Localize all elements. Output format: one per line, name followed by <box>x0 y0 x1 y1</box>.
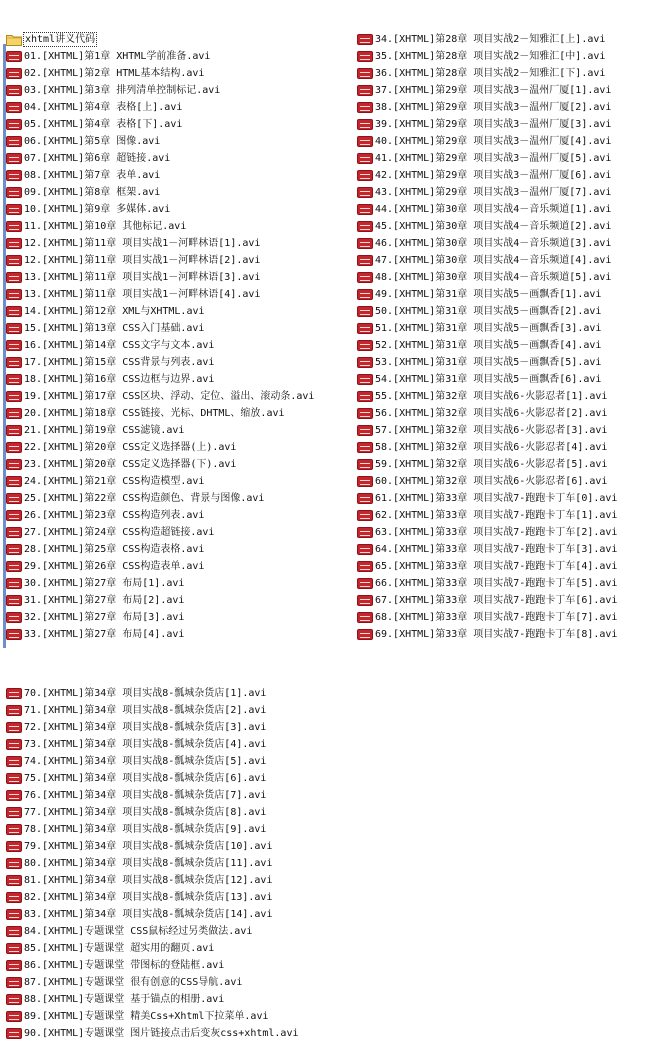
file-name: 34.[XHTML]第28章 项目实战2－知雅汇[上].avi <box>375 34 606 45</box>
avi-file-icon <box>357 323 373 334</box>
file-name: 28.[XHTML]第25章 CSS构造表格.avi <box>24 544 205 555</box>
file-name: 04.[XHTML]第4章 表格[上].avi <box>24 102 183 113</box>
file-item[interactable] <box>357 65 650 82</box>
file-item[interactable] <box>6 838 650 855</box>
file-item[interactable] <box>357 116 650 133</box>
avi-file-icon <box>357 34 373 45</box>
file-item[interactable] <box>357 184 650 201</box>
avi-file-icon <box>6 688 22 699</box>
file-item[interactable] <box>6 354 354 371</box>
file-item[interactable] <box>6 804 650 821</box>
file-name: 12.[XHTML]第11章 项目实战1－河畔林语[2].avi <box>24 255 261 266</box>
file-name: 10.[XHTML]第9章 多媒体.avi <box>24 204 171 215</box>
file-name: 38.[XHTML]第29章 项目实战3－温州厂厦[2].avi <box>375 102 612 113</box>
file-item[interactable] <box>357 388 650 405</box>
file-list-right-column <box>357 31 650 643</box>
file-name: 02.[XHTML]第2章 HTML基本结构.avi <box>24 68 205 79</box>
file-name: 27.[XHTML]第24章 CSS构造超链接.avi <box>24 527 215 538</box>
file-item[interactable] <box>357 626 650 643</box>
avi-file-icon <box>6 875 22 886</box>
file-item[interactable] <box>6 558 354 575</box>
file-item[interactable] <box>6 940 650 957</box>
file-item[interactable] <box>6 405 354 422</box>
file-name: 13.[XHTML]第11章 项目实战1－河畔林语[3].avi <box>24 272 261 283</box>
file-name: 56.[XHTML]第32章 项目实战6-火影忍者[2].avi <box>375 408 608 419</box>
avi-file-icon <box>357 255 373 266</box>
avi-file-icon <box>6 960 22 971</box>
avi-file-icon <box>357 51 373 62</box>
avi-file-icon <box>6 357 22 368</box>
file-name: 71.[XHTML]第34章 项目实战8-瓢城杂货店[2].avi <box>24 705 267 716</box>
file-name: 74.[XHTML]第34章 项目实战8-瓢城杂货店[5].avi <box>24 756 267 767</box>
avi-file-icon <box>6 221 22 232</box>
file-name: 07.[XHTML]第6章 超链接.avi <box>24 153 171 164</box>
avi-file-icon <box>6 323 22 334</box>
file-item[interactable] <box>357 524 650 541</box>
file-name: 85.[XHTML]专题课堂 超实用的翻页.avi <box>24 943 215 954</box>
file-item[interactable] <box>6 923 650 940</box>
file-item[interactable] <box>357 371 650 388</box>
file-item[interactable] <box>6 889 650 906</box>
file-name: 77.[XHTML]第34章 项目实战8-瓢城杂货店[8].avi <box>24 807 267 818</box>
file-name: 16.[XHTML]第14章 CSS文字与文本.avi <box>24 340 215 351</box>
file-name: 67.[XHTML]第33章 项目实战7-跑跑卡丁车[6].avi <box>375 595 618 606</box>
avi-file-icon <box>6 629 22 640</box>
avi-file-icon <box>357 408 373 419</box>
file-name: 41.[XHTML]第29章 项目实战3－温州厂厦[5].avi <box>375 153 612 164</box>
avi-file-icon <box>357 102 373 113</box>
file-item[interactable] <box>6 736 650 753</box>
file-name: 75.[XHTML]第34章 项目实战8-瓢城杂货店[6].avi <box>24 773 267 784</box>
file-name: 33.[XHTML]第27章 布局[4].avi <box>24 629 185 640</box>
file-item[interactable] <box>357 303 650 320</box>
avi-file-icon <box>357 119 373 130</box>
file-item[interactable] <box>357 99 650 116</box>
avi-file-icon <box>357 493 373 504</box>
avi-file-icon <box>6 68 22 79</box>
avi-file-icon <box>6 943 22 954</box>
folder-name: xhtml讲义代码 <box>25 34 96 45</box>
avi-file-icon <box>6 272 22 283</box>
file-item[interactable] <box>357 456 650 473</box>
avi-file-icon <box>6 238 22 249</box>
file-name: 47.[XHTML]第30章 项目实战4－音乐频道[4].avi <box>375 255 612 266</box>
avi-file-icon <box>357 289 373 300</box>
avi-file-icon <box>357 476 373 487</box>
file-name: 57.[XHTML]第32章 项目实战6-火影忍者[3].avi <box>375 425 608 436</box>
file-item[interactable] <box>357 422 650 439</box>
file-name: 52.[XHTML]第31章 项目实战5－画飘香[4].avi <box>375 340 602 351</box>
folder-icon <box>6 34 22 46</box>
avi-file-icon <box>6 1028 22 1039</box>
avi-file-icon <box>6 527 22 538</box>
avi-file-icon <box>6 255 22 266</box>
file-item[interactable] <box>6 133 354 150</box>
file-item[interactable] <box>6 1008 650 1025</box>
file-name: 44.[XHTML]第30章 项目实战4－音乐频道[1].avi <box>375 204 612 215</box>
file-name: 13.[XHTML]第11章 项目实战1－河畔林语[4].avi <box>24 289 261 300</box>
avi-file-icon <box>357 612 373 623</box>
file-item[interactable] <box>357 235 650 252</box>
file-name: 14.[XHTML]第12章 XML与XHTML.avi <box>24 306 205 317</box>
file-name: 83.[XHTML]第34章 项目实战8-瓢城杂货店[14].avi <box>24 909 273 920</box>
file-name: 39.[XHTML]第29章 项目实战3－温州厂厦[3].avi <box>375 119 612 130</box>
file-name: 80.[XHTML]第34章 项目实战8-瓢城杂货店[11].avi <box>24 858 273 869</box>
file-item[interactable] <box>6 473 354 490</box>
file-item[interactable] <box>357 252 650 269</box>
avi-file-icon <box>6 204 22 215</box>
avi-file-icon <box>6 926 22 937</box>
file-item[interactable] <box>6 821 650 838</box>
file-name: 25.[XHTML]第22章 CSS构造颜色、背景与图像.avi <box>24 493 265 504</box>
file-item[interactable] <box>6 82 354 99</box>
avi-file-icon <box>6 493 22 504</box>
file-name: 32.[XHTML]第27章 布局[3].avi <box>24 612 185 623</box>
file-item[interactable] <box>6 991 650 1008</box>
avi-file-icon <box>6 102 22 113</box>
file-item[interactable] <box>6 592 354 609</box>
file-item[interactable] <box>6 974 650 991</box>
file-name: 03.[XHTML]第3章 排列清单控制标记.avi <box>24 85 221 96</box>
file-item[interactable] <box>6 184 354 201</box>
file-name: 17.[XHTML]第15章 CSS背景与列表.avi <box>24 357 215 368</box>
avi-file-icon <box>6 119 22 130</box>
file-name: 15.[XHTML]第13章 CSS入门基础.avi <box>24 323 205 334</box>
file-item[interactable] <box>6 303 354 320</box>
file-item[interactable] <box>6 235 354 252</box>
avi-file-icon <box>6 51 22 62</box>
file-item[interactable] <box>6 719 650 736</box>
file-name: 73.[XHTML]第34章 项目实战8-瓢城杂货店[4].avi <box>24 739 267 750</box>
avi-file-icon <box>6 476 22 487</box>
file-item[interactable] <box>357 133 650 150</box>
avi-file-icon <box>357 340 373 351</box>
file-item[interactable] <box>357 541 650 558</box>
avi-file-icon <box>6 306 22 317</box>
file-item[interactable] <box>6 218 354 235</box>
file-name: 50.[XHTML]第31章 项目实战5－画飘香[2].avi <box>375 306 602 317</box>
file-name: 37.[XHTML]第29章 项目实战3－温州厂厦[1].avi <box>375 85 612 96</box>
file-name: 06.[XHTML]第5章 图像.avi <box>24 136 161 147</box>
file-item[interactable] <box>6 65 354 82</box>
file-name: 18.[XHTML]第16章 CSS边框与边界.avi <box>24 374 215 385</box>
file-item[interactable] <box>357 269 650 286</box>
file-name: 78.[XHTML]第34章 项目实战8-瓢城杂货店[9].avi <box>24 824 267 835</box>
avi-file-icon <box>357 595 373 606</box>
file-name: 48.[XHTML]第30章 项目实战4－音乐频道[5].avi <box>375 272 612 283</box>
file-name: 88.[XHTML]专题课堂 基于锚点的相册.avi <box>24 994 225 1005</box>
avi-file-icon <box>6 510 22 521</box>
file-name: 26.[XHTML]第23章 CSS构造列表.avi <box>24 510 205 521</box>
file-item[interactable] <box>357 439 650 456</box>
file-item[interactable] <box>357 405 650 422</box>
file-name: 81.[XHTML]第34章 项目实战8-瓢城杂货店[12].avi <box>24 875 273 886</box>
file-item[interactable] <box>6 787 650 804</box>
file-list-bottom-section <box>6 685 650 1042</box>
file-item[interactable] <box>6 116 354 133</box>
file-name: 45.[XHTML]第30章 项目实战4－音乐频道[2].avi <box>375 221 612 232</box>
avi-file-icon <box>6 408 22 419</box>
file-item[interactable] <box>6 685 650 702</box>
avi-file-icon <box>6 994 22 1005</box>
file-name: 54.[XHTML]第31章 项目实战5－画飘香[6].avi <box>375 374 602 385</box>
file-item[interactable] <box>6 252 354 269</box>
file-name: 90.[XHTML]专题课堂 图片链接点击后变灰css+xhtml.avi <box>24 1028 299 1039</box>
file-item[interactable] <box>6 422 354 439</box>
file-item[interactable] <box>357 167 650 184</box>
file-item[interactable] <box>357 82 650 99</box>
file-name: 70.[XHTML]第34章 项目实战8-瓢城杂货店[1].avi <box>24 688 267 699</box>
avi-file-icon <box>6 977 22 988</box>
file-name: 05.[XHTML]第4章 表格[下].avi <box>24 119 183 130</box>
file-item[interactable] <box>6 524 354 541</box>
folder-item[interactable] <box>6 31 97 48</box>
file-item[interactable] <box>6 770 650 787</box>
file-item[interactable] <box>6 150 354 167</box>
file-item[interactable] <box>357 320 650 337</box>
file-name: 84.[XHTML]专题课堂 CSS鼠标经过另类做法.avi <box>24 926 253 937</box>
avi-file-icon <box>6 561 22 572</box>
avi-file-icon <box>6 595 22 606</box>
file-item[interactable] <box>6 286 354 303</box>
file-item[interactable] <box>6 99 354 116</box>
file-name: 22.[XHTML]第20章 CSS定义选择器(上).avi <box>24 442 237 453</box>
file-item[interactable] <box>357 558 650 575</box>
avi-file-icon <box>357 561 373 572</box>
file-name: 58.[XHTML]第32章 项目实战6-火影忍者[4].avi <box>375 442 608 453</box>
file-name: 60.[XHTML]第32章 项目实战6-火影忍者[6].avi <box>375 476 608 487</box>
file-item[interactable] <box>357 150 650 167</box>
file-name: 31.[XHTML]第27章 布局[2].avi <box>24 595 185 606</box>
file-item[interactable] <box>357 592 650 609</box>
file-name: 49.[XHTML]第31章 项目实战5－画飘香[1].avi <box>375 289 602 300</box>
avi-file-icon <box>357 442 373 453</box>
avi-file-icon <box>6 187 22 198</box>
file-name: 20.[XHTML]第18章 CSS链接、光标、DHTML、缩放.avi <box>24 408 285 419</box>
file-item[interactable] <box>6 269 354 286</box>
avi-file-icon <box>357 204 373 215</box>
avi-file-icon <box>6 85 22 96</box>
file-item[interactable] <box>6 371 354 388</box>
file-name: 69.[XHTML]第33章 项目实战7-跑跑卡丁车[8].avi <box>375 629 618 640</box>
avi-file-icon <box>6 841 22 852</box>
file-name: 21.[XHTML]第19章 CSS滤镜.avi <box>24 425 185 436</box>
avi-file-icon <box>357 272 373 283</box>
avi-file-icon <box>6 824 22 835</box>
file-item[interactable] <box>6 626 354 643</box>
file-item[interactable] <box>6 1025 650 1042</box>
file-name: 23.[XHTML]第20章 CSS定义选择器(下).avi <box>24 459 237 470</box>
avi-file-icon <box>357 170 373 181</box>
file-name: 87.[XHTML]专题课堂 很有创意的CSS导航.avi <box>24 977 243 988</box>
file-item[interactable] <box>6 201 354 218</box>
file-item[interactable] <box>6 702 650 719</box>
avi-file-icon <box>357 221 373 232</box>
avi-file-icon <box>6 807 22 818</box>
avi-file-icon <box>357 391 373 402</box>
file-item[interactable] <box>6 855 650 872</box>
avi-file-icon <box>357 85 373 96</box>
file-item[interactable] <box>357 286 650 303</box>
file-name: 08.[XHTML]第7章 表单.avi <box>24 170 161 181</box>
avi-file-icon <box>357 357 373 368</box>
file-name: 46.[XHTML]第30章 项目实战4－音乐频道[3].avi <box>375 238 612 249</box>
avi-file-icon <box>6 442 22 453</box>
avi-file-icon <box>357 153 373 164</box>
file-item[interactable] <box>6 872 650 889</box>
avi-file-icon <box>357 136 373 147</box>
avi-file-icon <box>6 773 22 784</box>
file-name: 62.[XHTML]第33章 项目实战7-跑跑卡丁车[1].avi <box>375 510 618 521</box>
avi-file-icon <box>357 459 373 470</box>
avi-file-icon <box>357 68 373 79</box>
avi-file-icon <box>6 374 22 385</box>
file-name: 35.[XHTML]第28章 项目实战2－知雅汇[中].avi <box>375 51 606 62</box>
file-name: 72.[XHTML]第34章 项目实战8-瓢城杂货店[3].avi <box>24 722 267 733</box>
file-name: 76.[XHTML]第34章 项目实战8-瓢城杂货店[7].avi <box>24 790 267 801</box>
avi-file-icon <box>6 459 22 470</box>
file-item[interactable] <box>357 473 650 490</box>
file-item[interactable] <box>6 541 354 558</box>
file-name: 82.[XHTML]第34章 项目实战8-瓢城杂货店[13].avi <box>24 892 273 903</box>
avi-file-icon <box>6 739 22 750</box>
avi-file-icon <box>357 527 373 538</box>
avi-file-icon <box>6 892 22 903</box>
file-name: 55.[XHTML]第32章 项目实战6-火影忍者[1].avi <box>375 391 608 402</box>
file-name: 86.[XHTML]专题课堂 带图标的登陆框.avi <box>24 960 225 971</box>
avi-file-icon <box>6 909 22 920</box>
avi-file-icon <box>6 722 22 733</box>
file-item[interactable] <box>357 31 650 48</box>
avi-file-icon <box>357 425 373 436</box>
avi-file-icon <box>6 153 22 164</box>
avi-file-icon <box>357 510 373 521</box>
file-name: 24.[XHTML]第21章 CSS构造模型.avi <box>24 476 205 487</box>
file-item[interactable] <box>6 388 354 405</box>
file-item[interactable] <box>6 575 354 592</box>
avi-file-icon <box>357 374 373 385</box>
file-name: 53.[XHTML]第31章 项目实战5－画飘香[5].avi <box>375 357 602 368</box>
avi-file-icon <box>6 136 22 147</box>
file-name: 66.[XHTML]第33章 项目实战7-跑跑卡丁车[5].avi <box>375 578 618 589</box>
avi-file-icon <box>6 578 22 589</box>
file-name: 11.[XHTML]第10章 其他标记.avi <box>24 221 187 232</box>
file-name: 09.[XHTML]第8章 框架.avi <box>24 187 161 198</box>
file-item[interactable] <box>357 575 650 592</box>
avi-file-icon <box>6 705 22 716</box>
file-name: 42.[XHTML]第29章 项目实战3－温州厂厦[6].avi <box>375 170 612 181</box>
file-item[interactable] <box>357 354 650 371</box>
file-list-left-column <box>6 48 354 643</box>
avi-file-icon <box>6 340 22 351</box>
file-item[interactable] <box>6 439 354 456</box>
file-item[interactable] <box>6 906 650 923</box>
file-name: 01.[XHTML]第1章 XHTML学前准备.avi <box>24 51 211 62</box>
file-item[interactable] <box>6 957 650 974</box>
avi-file-icon <box>6 612 22 623</box>
file-name: 43.[XHTML]第29章 项目实战3－温州厂厦[7].avi <box>375 187 612 198</box>
file-item[interactable] <box>6 320 354 337</box>
file-item[interactable] <box>357 609 650 626</box>
file-name: 12.[XHTML]第11章 项目实战1－河畔林语[1].avi <box>24 238 261 249</box>
file-item[interactable] <box>6 456 354 473</box>
file-item[interactable] <box>357 507 650 524</box>
file-name: 59.[XHTML]第32章 项目实战6-火影忍者[5].avi <box>375 459 608 470</box>
file-name: 79.[XHTML]第34章 项目实战8-瓢城杂货店[10].avi <box>24 841 273 852</box>
avi-file-icon <box>6 391 22 402</box>
avi-file-icon <box>6 170 22 181</box>
file-item[interactable] <box>6 507 354 524</box>
file-name: 19.[XHTML]第17章 CSS区块、浮动、定位、溢出、滚动条.avi <box>24 391 315 402</box>
avi-file-icon <box>6 756 22 767</box>
avi-file-icon <box>6 425 22 436</box>
avi-file-icon <box>357 306 373 317</box>
file-name: 61.[XHTML]第33章 项目实战7-跑跑卡丁车[0].avi <box>375 493 618 504</box>
avi-file-icon <box>6 1011 22 1022</box>
file-item[interactable] <box>6 337 354 354</box>
file-item[interactable] <box>357 218 650 235</box>
file-name: 51.[XHTML]第31章 项目实战5－画飘香[3].avi <box>375 323 602 334</box>
file-name: 40.[XHTML]第29章 项目实战3－温州厂厦[4].avi <box>375 136 612 147</box>
avi-file-icon <box>357 187 373 198</box>
file-name: 29.[XHTML]第26章 CSS构造表单.avi <box>24 561 205 572</box>
file-name: 65.[XHTML]第33章 项目实战7-跑跑卡丁车[4].avi <box>375 561 618 572</box>
file-item[interactable] <box>357 337 650 354</box>
file-name: 89.[XHTML]专题课堂 精美Css+Xhtml下拉菜单.avi <box>24 1011 269 1022</box>
file-item[interactable] <box>357 201 650 218</box>
avi-file-icon <box>357 578 373 589</box>
avi-file-icon <box>357 544 373 555</box>
file-item[interactable] <box>357 48 650 65</box>
avi-file-icon <box>6 544 22 555</box>
file-item[interactable] <box>6 753 650 770</box>
avi-file-icon <box>6 790 22 801</box>
file-name: 68.[XHTML]第33章 项目实战7-跑跑卡丁车[7].avi <box>375 612 618 623</box>
file-name: 64.[XHTML]第33章 项目实战7-跑跑卡丁车[3].avi <box>375 544 618 555</box>
file-item[interactable] <box>6 609 354 626</box>
avi-file-icon <box>6 858 22 869</box>
avi-file-icon <box>357 238 373 249</box>
avi-file-icon <box>357 629 373 640</box>
file-name: 63.[XHTML]第33章 项目实战7-跑跑卡丁车[2].avi <box>375 527 618 538</box>
file-name: 30.[XHTML]第27章 布局[1].avi <box>24 578 185 589</box>
file-item[interactable] <box>6 167 354 184</box>
avi-file-icon <box>6 289 22 300</box>
file-name: 36.[XHTML]第28章 项目实战2－知雅汇[下].avi <box>375 68 606 79</box>
file-item[interactable] <box>357 490 650 507</box>
file-item[interactable] <box>6 48 354 65</box>
file-item[interactable] <box>6 490 354 507</box>
